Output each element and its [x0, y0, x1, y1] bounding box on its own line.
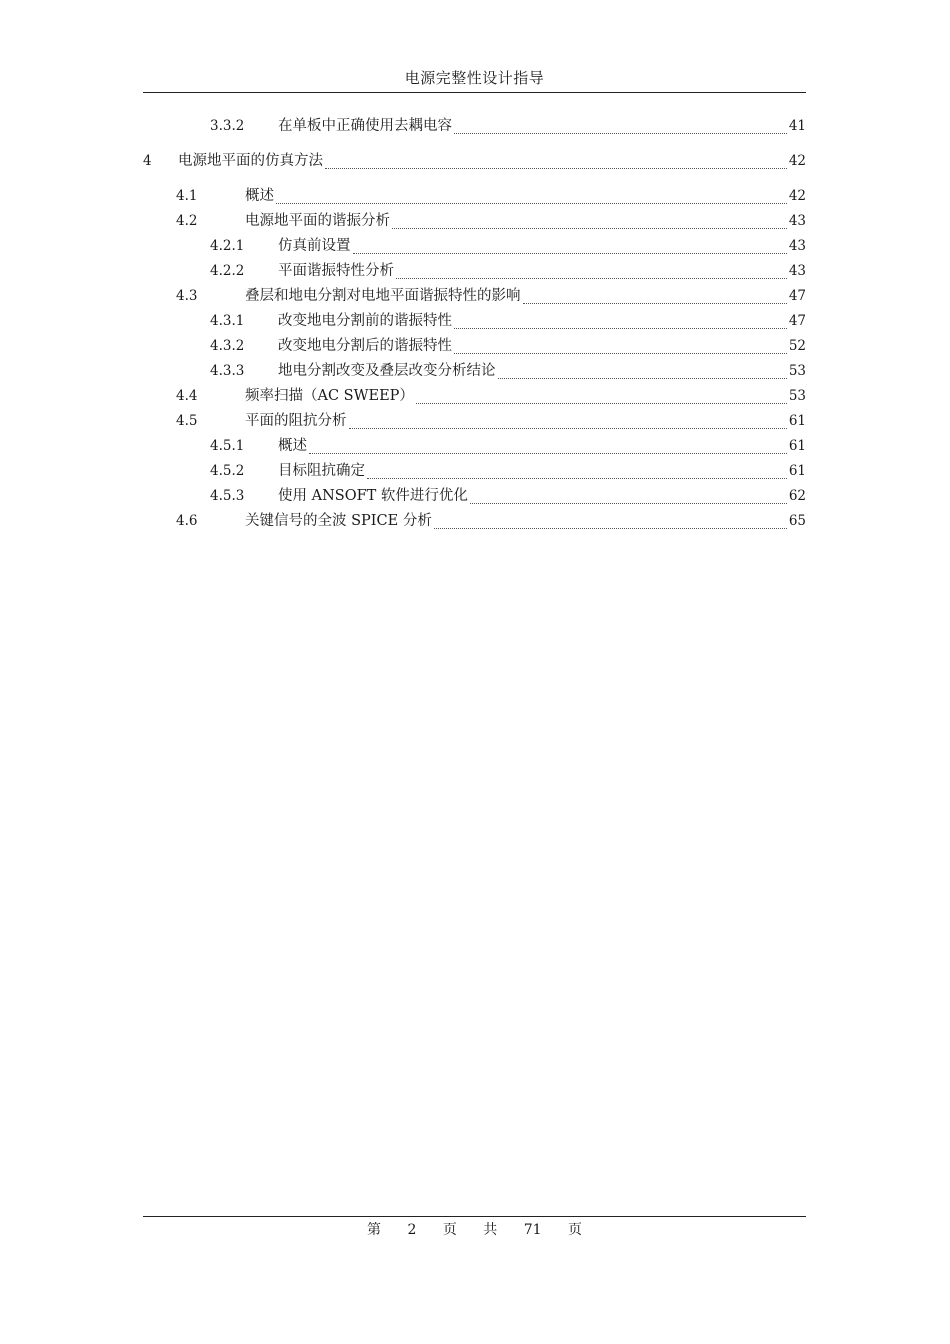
toc-entry-title: 地电分割改变及叠层改变分析结论	[278, 363, 496, 379]
toc-entry-number: 4.1	[176, 188, 198, 204]
footer-word-page-unit-2: 页	[568, 1222, 582, 1238]
toc-entry-number: 4.3	[176, 288, 198, 304]
toc-entry-number: 4.5.3	[210, 488, 245, 504]
toc-entry[interactable]	[143, 509, 806, 534]
toc-entry-page: 47	[788, 288, 806, 304]
toc-entry-page: 53	[788, 388, 806, 404]
toc-dot-leader	[470, 502, 787, 504]
toc-dot-leader	[349, 427, 787, 429]
toc-entry-number: 4.4	[176, 388, 198, 404]
page-footer	[143, 1216, 806, 1241]
toc-entry-title: 使用 ANSOFT 软件进行优化	[278, 488, 468, 504]
toc-entry-number: 4.5	[176, 413, 198, 429]
toc-dot-leader	[434, 527, 787, 529]
toc-entry-title: 目标阻抗确定	[278, 463, 365, 479]
toc-dot-leader	[498, 377, 787, 379]
toc-entry-title: 平面谐振特性分析	[278, 263, 394, 279]
footer-word-page: 第	[366, 1222, 381, 1238]
toc-entry[interactable]	[143, 184, 806, 209]
toc-entry-page: 61	[788, 413, 806, 429]
toc-entry-page: 42	[788, 188, 806, 204]
toc-entry[interactable]	[143, 359, 806, 384]
toc-entry-number: 4.3.3	[210, 363, 245, 379]
toc-entry[interactable]	[143, 459, 806, 484]
toc-entry-title: 关键信号的全波 SPICE 分析	[245, 513, 432, 529]
toc-entry[interactable]	[143, 434, 806, 459]
toc-entry[interactable]	[143, 114, 806, 139]
footer-word-total: 共	[483, 1222, 498, 1238]
toc-entry-number: 4.5.2	[210, 463, 245, 479]
footer-total-pages: 71	[523, 1222, 542, 1238]
toc-entry-title: 平面的阻抗分析	[245, 413, 347, 429]
toc-entry-page: 62	[788, 488, 806, 504]
toc-dot-leader	[392, 227, 787, 229]
document-title: 电源完整性设计指导	[404, 69, 545, 87]
toc-entry[interactable]	[143, 334, 806, 359]
toc-entry-number: 4.2	[176, 213, 198, 229]
toc-entry-number: 4	[143, 153, 152, 169]
toc-entry[interactable]	[143, 309, 806, 334]
toc-dot-leader	[325, 167, 787, 169]
footer-word-page-unit: 页	[442, 1222, 457, 1238]
toc-entry[interactable]	[143, 484, 806, 509]
toc-dot-leader	[523, 302, 787, 304]
toc-entry-title: 电源地平面的仿真方法	[178, 153, 323, 169]
toc-entry-title: 仿真前设置	[278, 238, 351, 254]
toc-entry-number: 4.6	[176, 513, 198, 529]
toc-entry-title: 频率扫描（AC SWEEP）	[245, 388, 414, 404]
toc-dot-leader	[454, 132, 787, 134]
toc-entry[interactable]	[143, 234, 806, 259]
toc-entry-page: 41	[788, 118, 806, 134]
toc-entry-number: 4.2.2	[210, 263, 245, 279]
footer-current-page: 2	[407, 1222, 417, 1238]
toc-entry-title: 改变地电分割后的谐振特性	[278, 338, 452, 354]
toc-entry[interactable]	[143, 409, 806, 434]
toc-entry-number: 4.3.1	[210, 313, 245, 329]
toc-dot-leader	[309, 452, 787, 454]
toc-entry-page: 61	[788, 463, 806, 479]
toc-entry-page: 47	[788, 313, 806, 329]
toc-dot-leader	[454, 352, 787, 354]
toc-entry-title: 概述	[245, 188, 274, 204]
toc-entry-page: 42	[788, 153, 806, 169]
toc-entry[interactable]	[143, 284, 806, 309]
toc-entry-number: 4.3.2	[210, 338, 245, 354]
toc-entry-title: 电源地平面的谐振分析	[245, 213, 390, 229]
toc-entry-page: 43	[788, 263, 806, 279]
toc-dot-leader	[396, 277, 787, 279]
toc-dot-leader	[454, 327, 787, 329]
toc-entry[interactable]	[143, 209, 806, 234]
toc-entry-page: 61	[788, 438, 806, 454]
toc-entry-number: 3.3.2	[210, 118, 245, 134]
toc-entry-number: 4.5.1	[210, 438, 245, 454]
toc-dot-leader	[367, 477, 787, 479]
toc-entry-page: 65	[788, 513, 806, 529]
toc-entry-page: 43	[788, 238, 806, 254]
toc-entry[interactable]	[143, 384, 806, 409]
table-of-contents	[143, 114, 806, 534]
toc-dot-leader	[353, 252, 787, 254]
toc-entry[interactable]	[143, 149, 806, 174]
toc-entry-title: 概述	[278, 438, 307, 454]
toc-entry-title: 在单板中正确使用去耦电容	[278, 118, 452, 134]
toc-entry[interactable]	[143, 259, 806, 284]
toc-entry-page: 43	[788, 213, 806, 229]
toc-dot-leader	[416, 402, 787, 404]
toc-entry-page: 52	[788, 338, 806, 354]
page-header	[143, 64, 806, 93]
toc-entry-title: 叠层和地电分割对电地平面谐振特性的影响	[245, 288, 521, 304]
toc-entry-number: 4.2.1	[210, 238, 245, 254]
toc-dot-leader	[276, 202, 787, 204]
toc-entry-title: 改变地电分割前的谐振特性	[278, 313, 452, 329]
toc-entry-page: 53	[788, 363, 806, 379]
